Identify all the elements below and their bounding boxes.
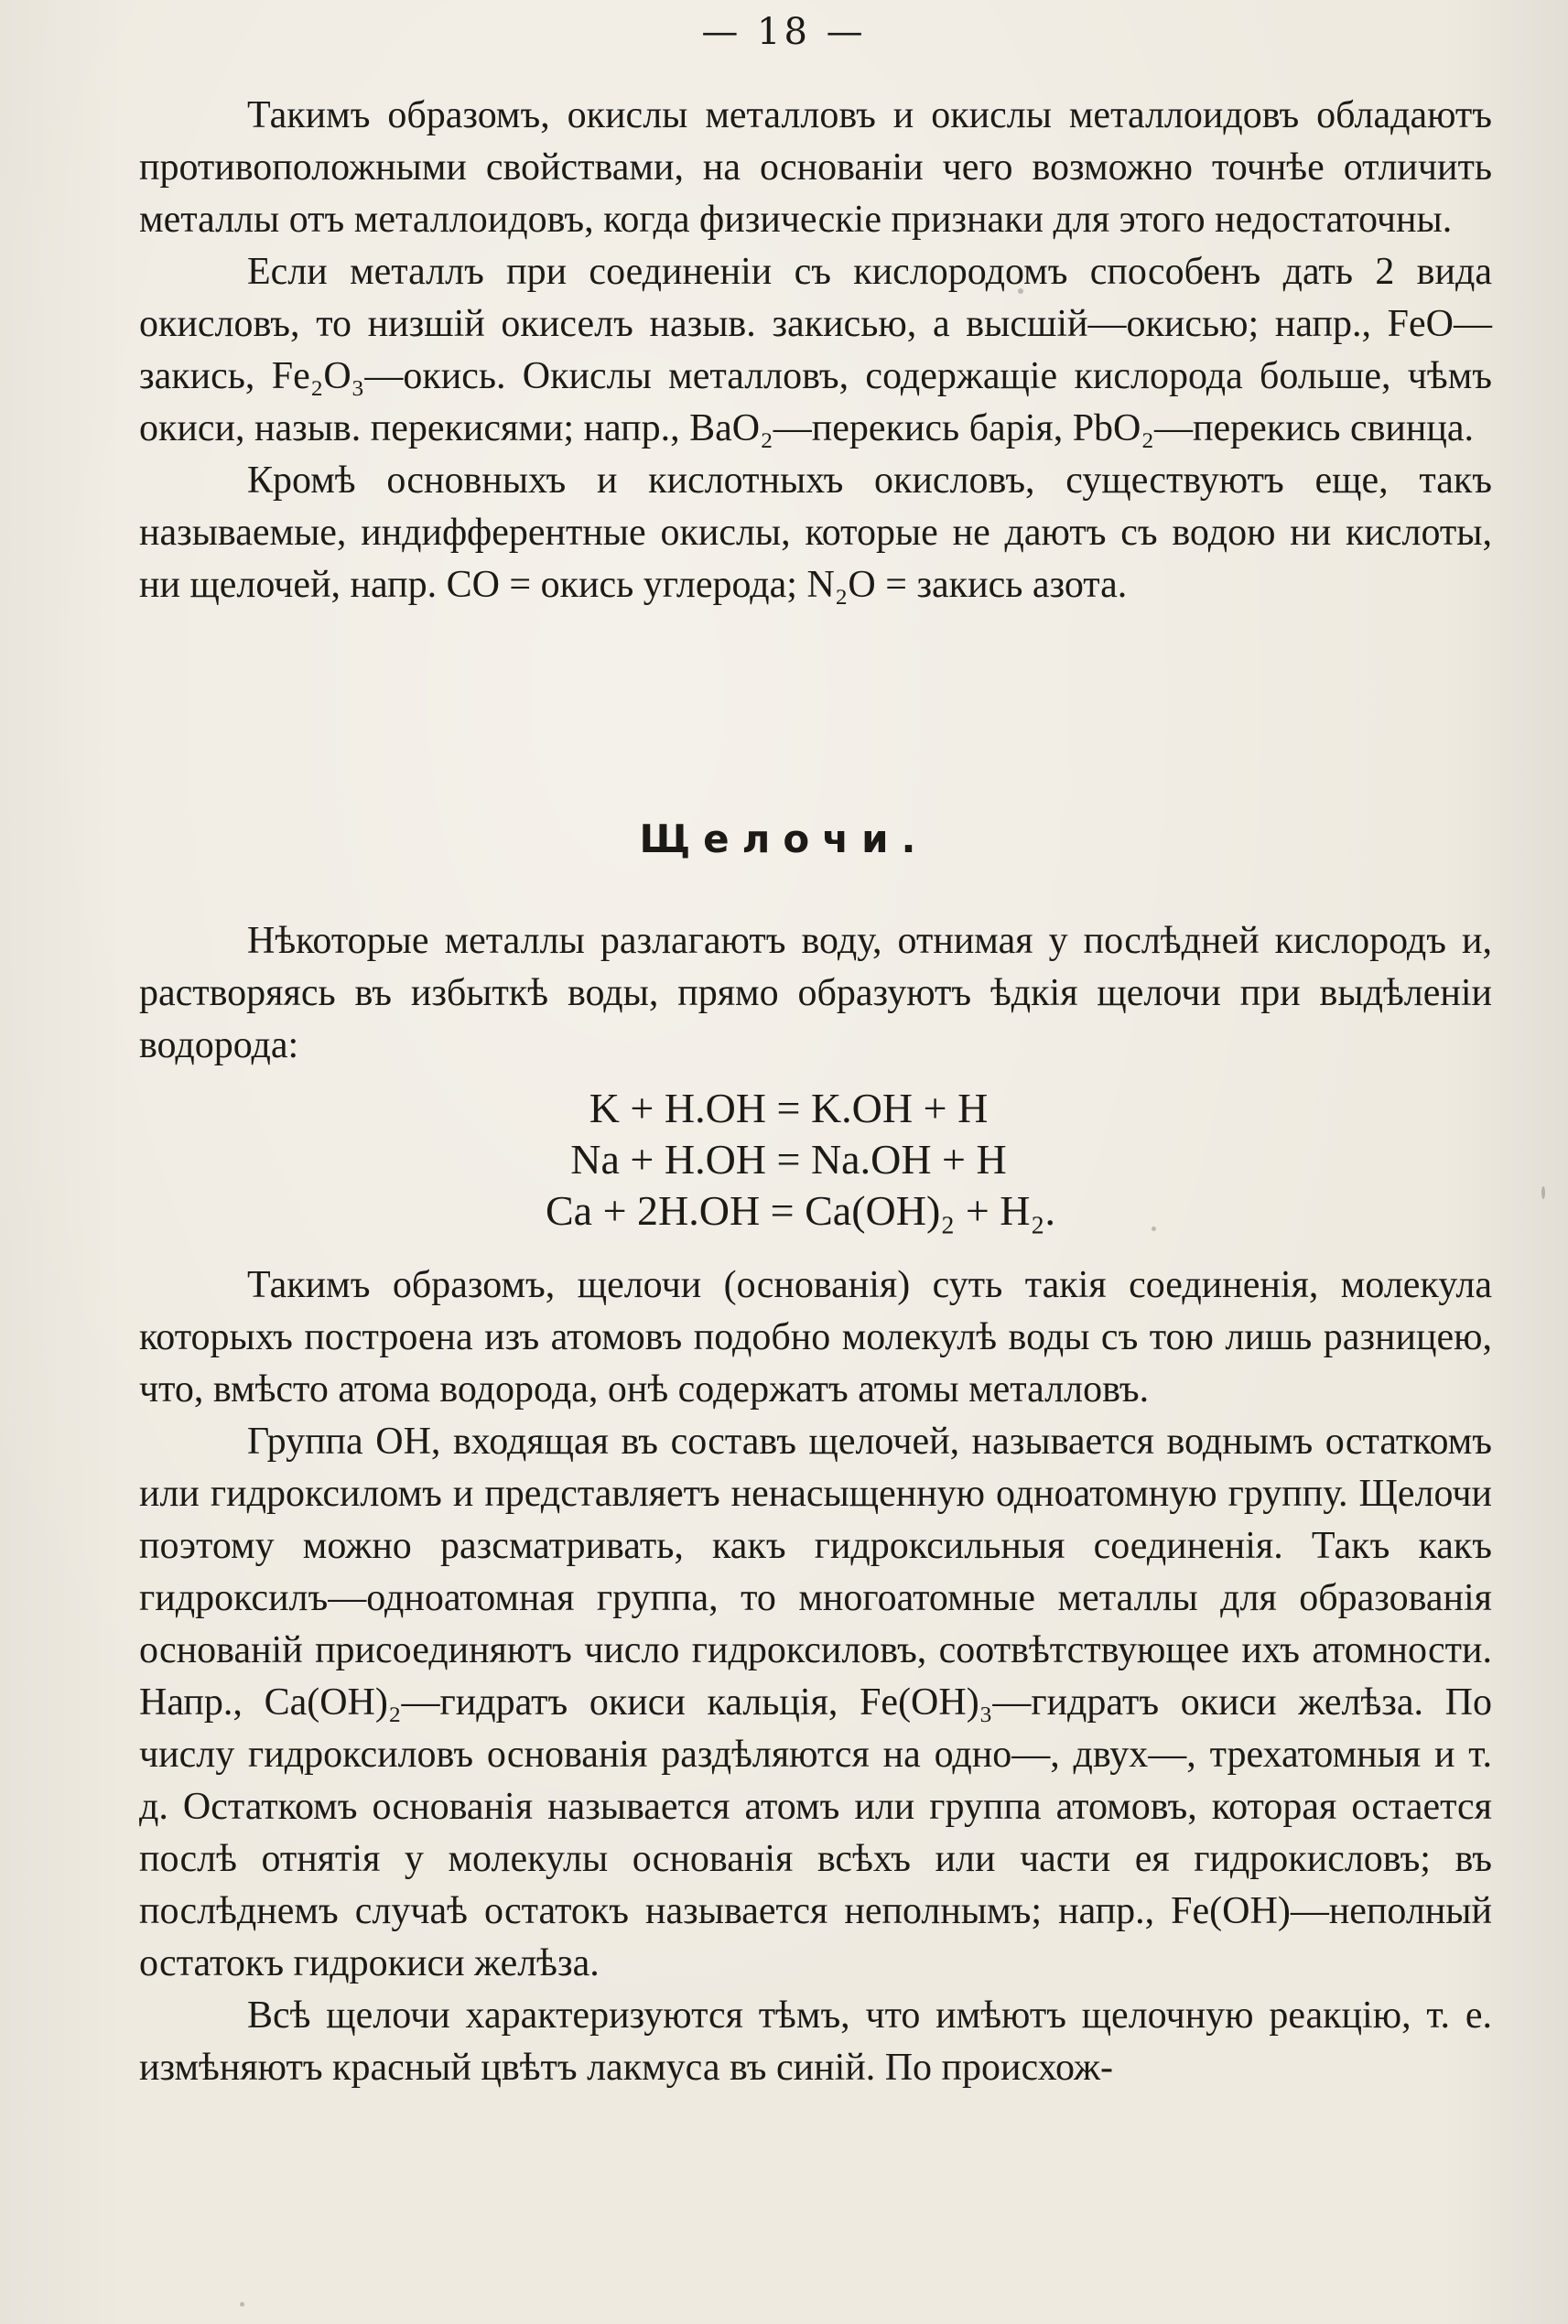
alkalis-intro [139, 915, 1492, 1072]
paragraph-bases-definition: Такимъ образомъ, щелочи (основанія) суть такія соединенія, молекула которыхъ построена изъ атомовъ подобно молекулѣ воды съ тою лишь разницею, что, вмѣсто атома водорода, онѣ содержатъ атомы металловъ. [139, 1264, 1492, 1411]
ink-speck [1152, 1227, 1156, 1231]
ink-speck [1018, 288, 1023, 294]
page-number: — 18 — [701, 11, 867, 53]
paragraph-metals-decompose-water: Нѣкоторые металлы разлагаютъ воду, отнимая у послѣдней кислородъ и, растворяясь въ избыткѣ воды, прямо образуютъ ѣдкія щелочи при выдѣленіи водорода: [139, 920, 1492, 1066]
equation-calcium: Ca + 2H.OH = Ca(OH)₂ + H₂. [545, 1187, 1056, 1234]
paragraph-hydroxyl-group: Группа OH, входящая въ составъ щелочей, называется воднымъ остаткомъ или гидроксиломъ и представляетъ ненасыщенную одноатомную группу. Щелочи поэтому можно разсматривать, какъ гидроксильныя соединенія. Такъ какъ гидроксилъ—одноатомная группа, то многоатомные металлы для образованія основаній присоединяютъ число гидроксиловъ, соотвѣтствующее ихъ атомности. Напр., Ca(OH)₂—гидратъ окиси кальція, Fe(OH)₃—гидратъ окиси желѣза. По числу гидроксиловъ основанія раздѣляются на одно—, двух—, трехатомныя и т. д. Остаткомъ основанія называется атомъ или группа атомовъ, которая остается послѣ отнятія у молекулы основанія всѣхъ или части ея гидрокисловъ; въ послѣднемъ случаѣ остатокъ называется неполнымъ; напр., Fe(OH)—неполный остатокъ гидрокиси желѣза. [139, 1421, 1492, 1984]
equation-potassium: K + H.OH = K.OH + H [589, 1085, 989, 1131]
reaction-equations [0, 1083, 1568, 1237]
paragraph-lower-higher-oxides: Если металлъ при соединеніи съ кислородомъ способенъ дать 2 вида окисловъ, то низшій окиселъ назыв. закисью, а высшій—окисью; напр., FeO—закись, Fe₂O₃—окись. Окислы металловъ, содержащіе кислорода больше, чѣмъ окиси, назыв. перекисями; напр., BaO₂—перекись барія, PbO₂—перекись свинца. [139, 251, 1492, 449]
section-heading-alkalis: Щелочи. [639, 816, 929, 861]
equation-sodium: Na + H.OH = Na.OH + H [570, 1136, 1007, 1183]
ink-speck [240, 2302, 244, 2307]
alkalis-body [139, 1259, 1492, 2094]
ink-speck [1541, 1186, 1545, 1199]
oxides-section [139, 90, 1492, 611]
paragraph-alkaline-reaction: Всѣ щелочи характеризуются тѣмъ, что имѣютъ щелочную реакцію, т. е. измѣняютъ красный цвѣтъ лакмуса въ синій. По происхож- [139, 1994, 1492, 2089]
paragraph-indifferent-oxides: Кромѣ основныхъ и кислотныхъ окисловъ, существуютъ еще, такъ называемые, индифферентные окислы, которые не даютъ съ водою ни кислоты, ни щелочей, напр. CO = окись углерода; N₂O = закись азота. [139, 459, 1492, 606]
paragraph-oxide-properties: Такимъ образомъ, окислы металловъ и окислы металлоидовъ обладаютъ противоположными свойствами, на основаніи чего возможно точнѣе отличить металлы отъ металлоидовъ, когда физическіе признаки для этого недостаточны. [139, 94, 1492, 241]
